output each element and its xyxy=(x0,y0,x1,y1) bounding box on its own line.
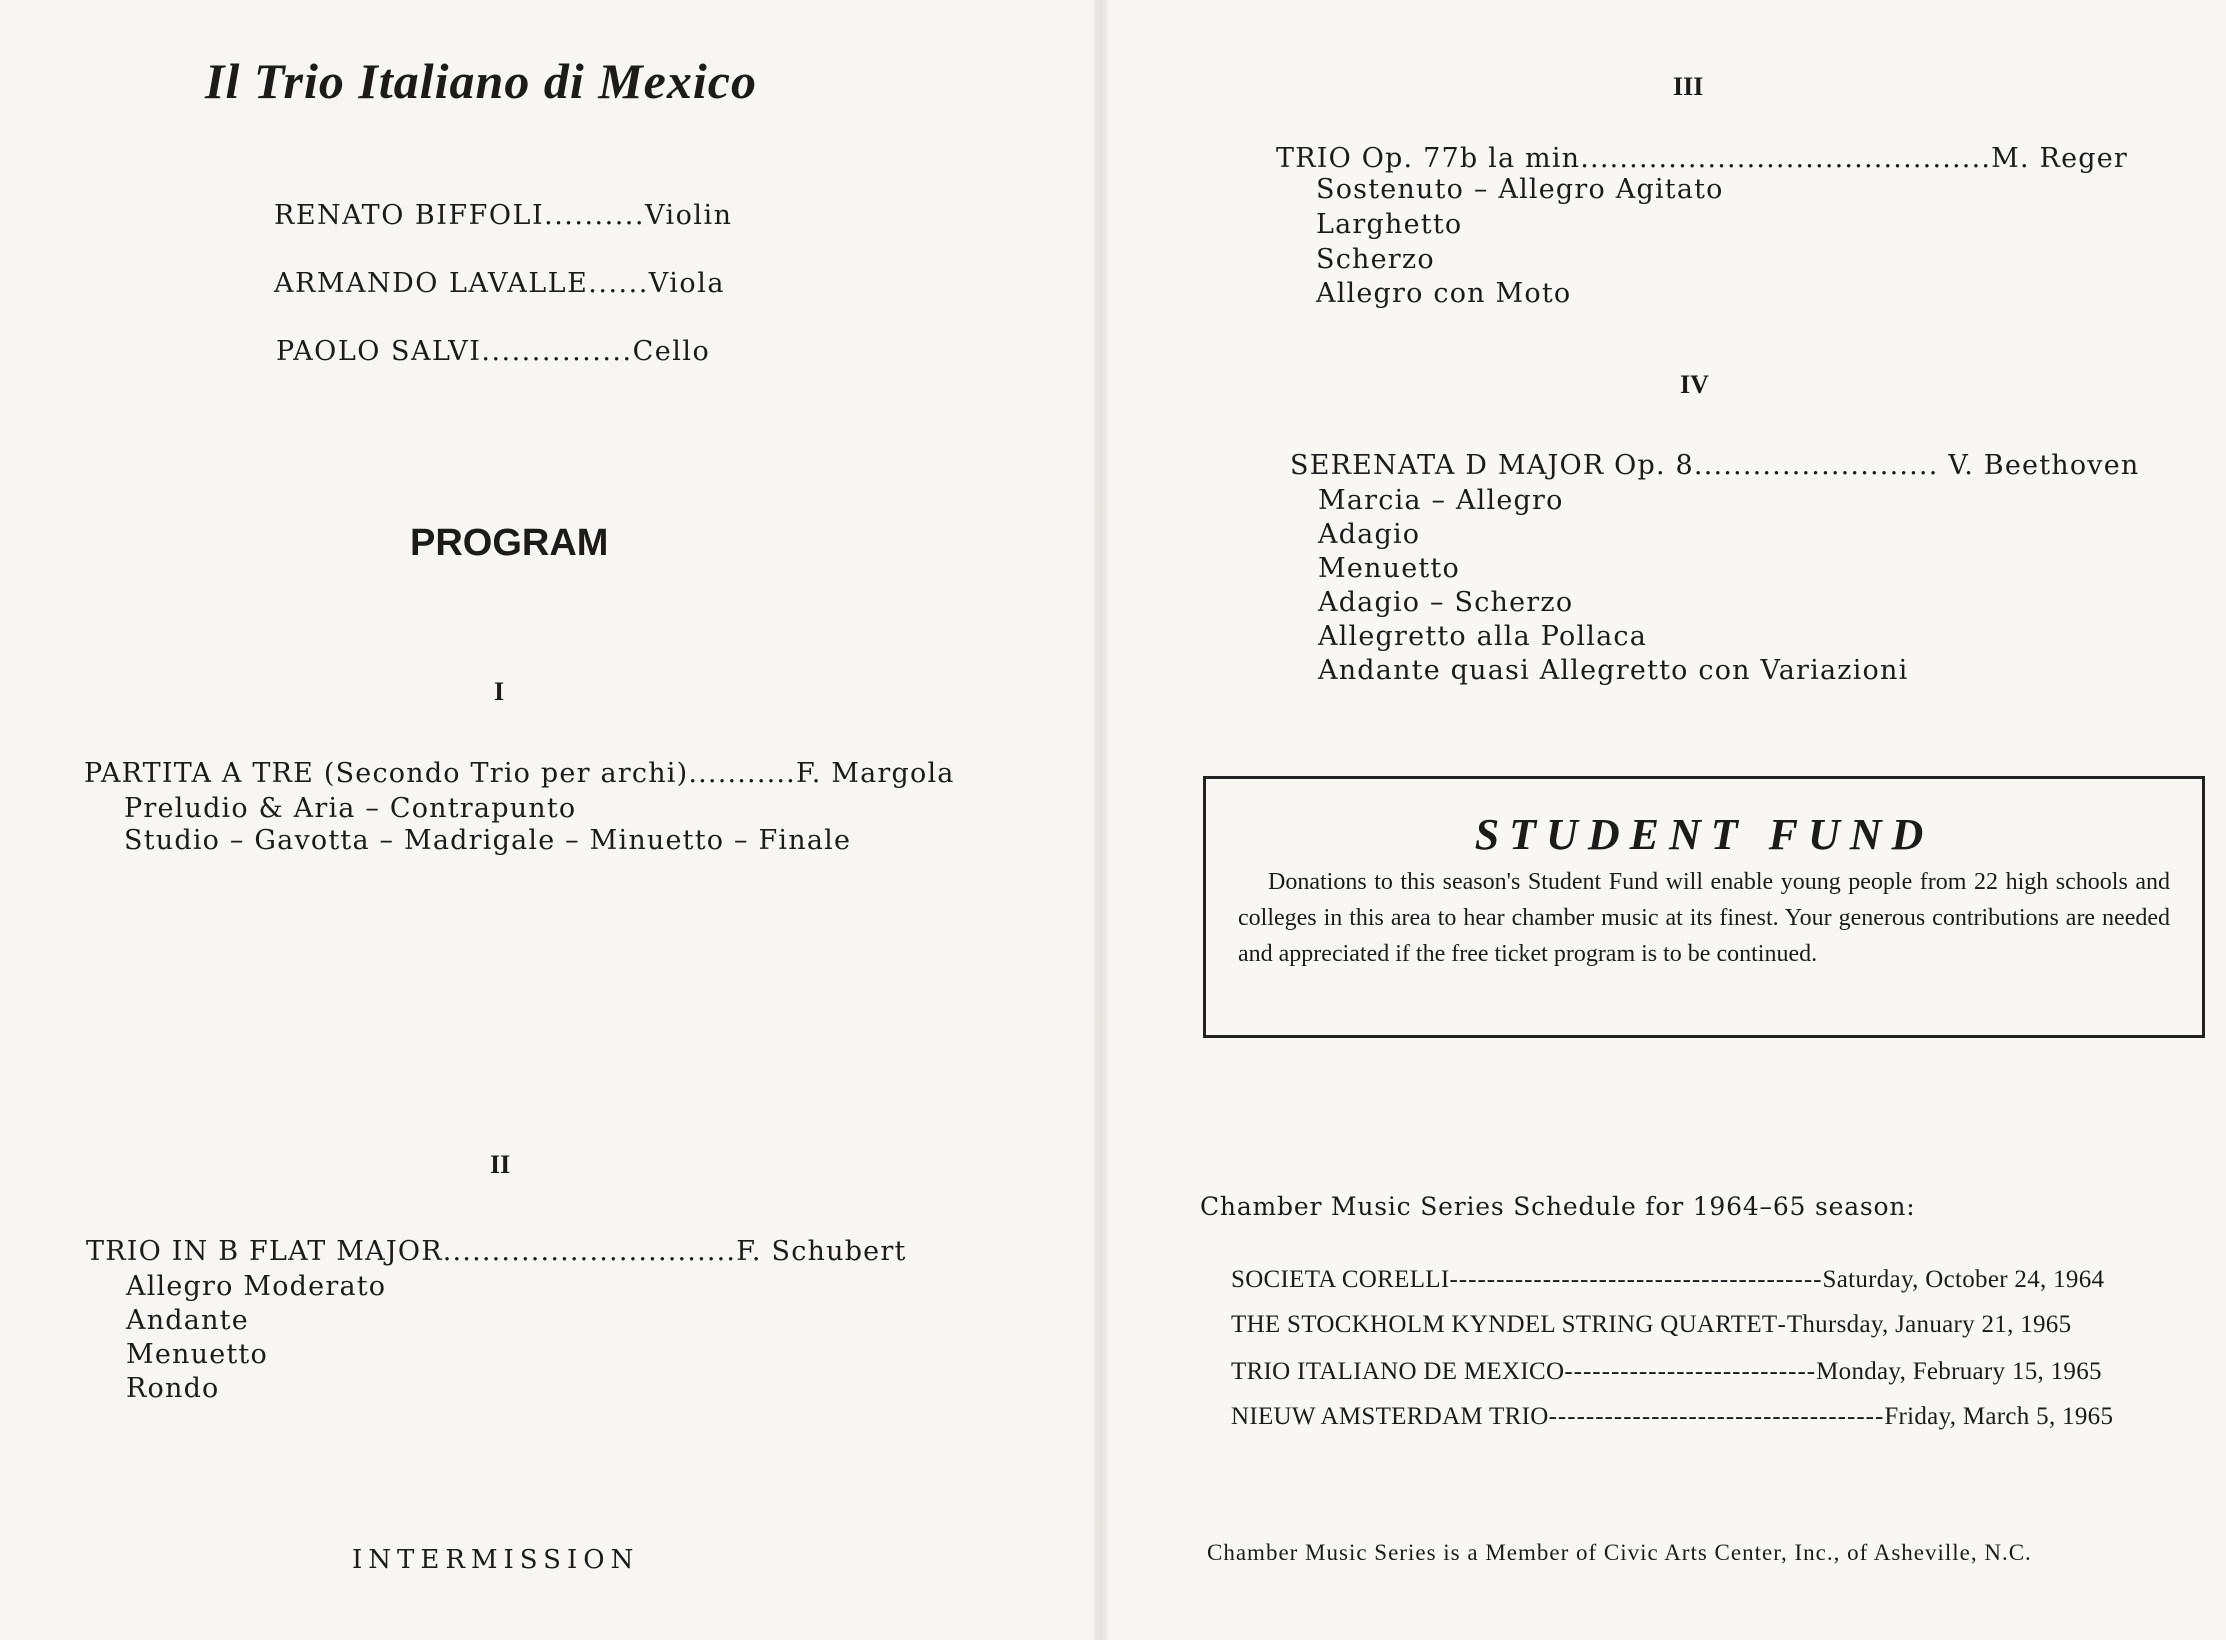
part-4-movement: Allegretto alla Pollaca xyxy=(1318,621,1648,652)
part-2-movement: Menuetto xyxy=(126,1339,268,1370)
program-title: Il Trio Italiano di Mexico xyxy=(205,53,757,109)
part-2-movement: Allegro Moderato xyxy=(126,1271,387,1302)
part-4-numeral: IV xyxy=(1680,370,1709,399)
schedule-date: Friday, March 5, 1965 xyxy=(1884,1403,2114,1430)
schedule-name: THE STOCKHOLM KYNDEL STRING QUARTET xyxy=(1231,1311,1778,1338)
part-3-movement: Larghetto xyxy=(1316,209,1463,240)
schedule-leader: ---------------------------------------- xyxy=(1449,1266,1823,1293)
part-1-numeral: I xyxy=(494,677,505,706)
performer-cello: PAOLO SALVI...............Cello xyxy=(276,336,711,367)
part-4-movement: Menuetto xyxy=(1318,553,1460,584)
schedule-row xyxy=(1231,1266,2104,1294)
part-1-movement: Studio – Gavotta – Madrigale – Minuetto – Finale xyxy=(124,825,852,856)
part-4-movement: Adagio xyxy=(1318,519,1421,550)
schedule-leader: ------------------------------------ xyxy=(1548,1403,1885,1430)
intermission-label: INTERMISSION xyxy=(352,1545,640,1575)
schedule-leader: - xyxy=(1777,1311,1787,1338)
schedule-row xyxy=(1231,1403,2113,1431)
part-3-work: TRIO Op. 77b la min..........................................M. Reger xyxy=(1276,143,2129,174)
schedule-name: SOCIETA CORELLI xyxy=(1231,1266,1450,1293)
part-4-movement: Marcia – Allegro xyxy=(1318,485,1564,516)
performer-viola: ARMANDO LAVALLE......Viola xyxy=(274,268,725,299)
schedule-name: NIEUW AMSTERDAM TRIO xyxy=(1231,1403,1549,1430)
schedule-heading: Chamber Music Series Schedule for 1964–65 season: xyxy=(1200,1192,1916,1221)
part-3-movement: Sostenuto – Allegro Agitato xyxy=(1316,174,1724,205)
part-3-movement: Allegro con Moto xyxy=(1316,278,1572,309)
schedule-name: TRIO ITALIANO DE MEXICO xyxy=(1231,1358,1565,1385)
part-2-movement: Rondo xyxy=(126,1373,220,1404)
part-2-numeral: II xyxy=(490,1150,511,1179)
schedule-date: Monday, February 15, 1965 xyxy=(1816,1358,2102,1385)
part-4-movement: Adagio – Scherzo xyxy=(1318,587,1574,618)
footer-note: Chamber Music Series is a Member of Civic Arts Center, Inc., of Asheville, N.C. xyxy=(1207,1540,2032,1565)
performer-violin: RENATO BIFFOLI..........Violin xyxy=(274,200,733,231)
part-1-work: PARTITA A TRE (Secondo Trio per archi)...........F. Margola xyxy=(84,758,955,789)
schedule-date: Thursday, January 21, 1965 xyxy=(1786,1311,2072,1338)
part-2-work: TRIO IN B FLAT MAJOR..............................F. Schubert xyxy=(86,1236,907,1267)
part-2-movement: Andante xyxy=(126,1305,249,1336)
part-3-numeral: III xyxy=(1673,72,1704,101)
program-heading: PROGRAM xyxy=(410,522,609,564)
schedule-date: Saturday, October 24, 1964 xyxy=(1822,1266,2105,1293)
schedule-row xyxy=(1231,1311,2071,1339)
student-fund-box xyxy=(1203,776,2205,1038)
part-4-work: SERENATA D MAJOR Op. 8......................... V. Beethoven xyxy=(1290,450,2140,481)
page-fold xyxy=(1094,0,1108,1640)
student-fund-title: STUDENT FUND xyxy=(1474,810,1934,859)
student-fund-text: Donations to this season's Student Fund will enable young people from 22 high schools and colleges in this area to hear chamber music at its finest. Your generous contributions are needed and appreciated if the free ticket program is to be continued. xyxy=(1238,869,2170,967)
schedule-leader: --------------------------- xyxy=(1564,1358,1817,1385)
part-4-movement: Andante quasi Allegretto con Variazioni xyxy=(1318,655,1909,686)
part-1-movement: Preludio & Aria – Contrapunto xyxy=(124,793,577,824)
part-3-movement: Scherzo xyxy=(1316,244,1435,275)
schedule-row xyxy=(1231,1358,2102,1386)
